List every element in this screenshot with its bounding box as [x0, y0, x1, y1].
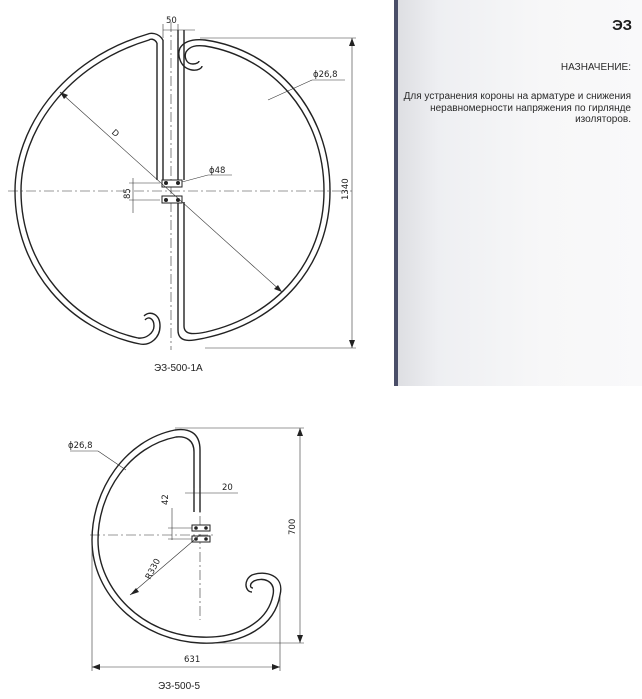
drawing-ez-500-5 [68, 428, 304, 692]
dim-width-label: 631 [184, 655, 201, 665]
drawing-ez-500-1a [8, 16, 356, 374]
purpose-heading: НАЗНАЧЕНИЕ: [560, 62, 631, 73]
dim-hub-label: ϕ48 [209, 166, 226, 176]
caption-ez-500-5: ЭЗ-500-5 [158, 681, 201, 692]
dim-gap-label: 50 [166, 16, 177, 26]
info-panel [394, 0, 642, 386]
dim-offset-label: 85 [123, 188, 133, 199]
dim-offset-label-2: 42 [161, 494, 171, 505]
product-code-title: ЭЗ [612, 17, 632, 34]
dim-diameter-label: D [109, 127, 121, 140]
dim-tube-label: ϕ26,8 [313, 70, 338, 80]
dim-gap-label-2: 20 [222, 483, 233, 493]
purpose-description: Для устранения короны на арматуре и снижения неравномерности напряжения по гирлянде изоляторов. [403, 91, 631, 125]
info-panel-accent-bar [394, 0, 398, 386]
dim-radius-label: R330 [143, 557, 164, 582]
dim-height-label: 1340 [341, 178, 351, 200]
caption-ez-500-1a: ЭЗ-500-1А [154, 363, 203, 374]
dim-tube-label-2: ϕ26,8 [68, 441, 93, 451]
dim-height-label-2: 700 [288, 518, 298, 535]
